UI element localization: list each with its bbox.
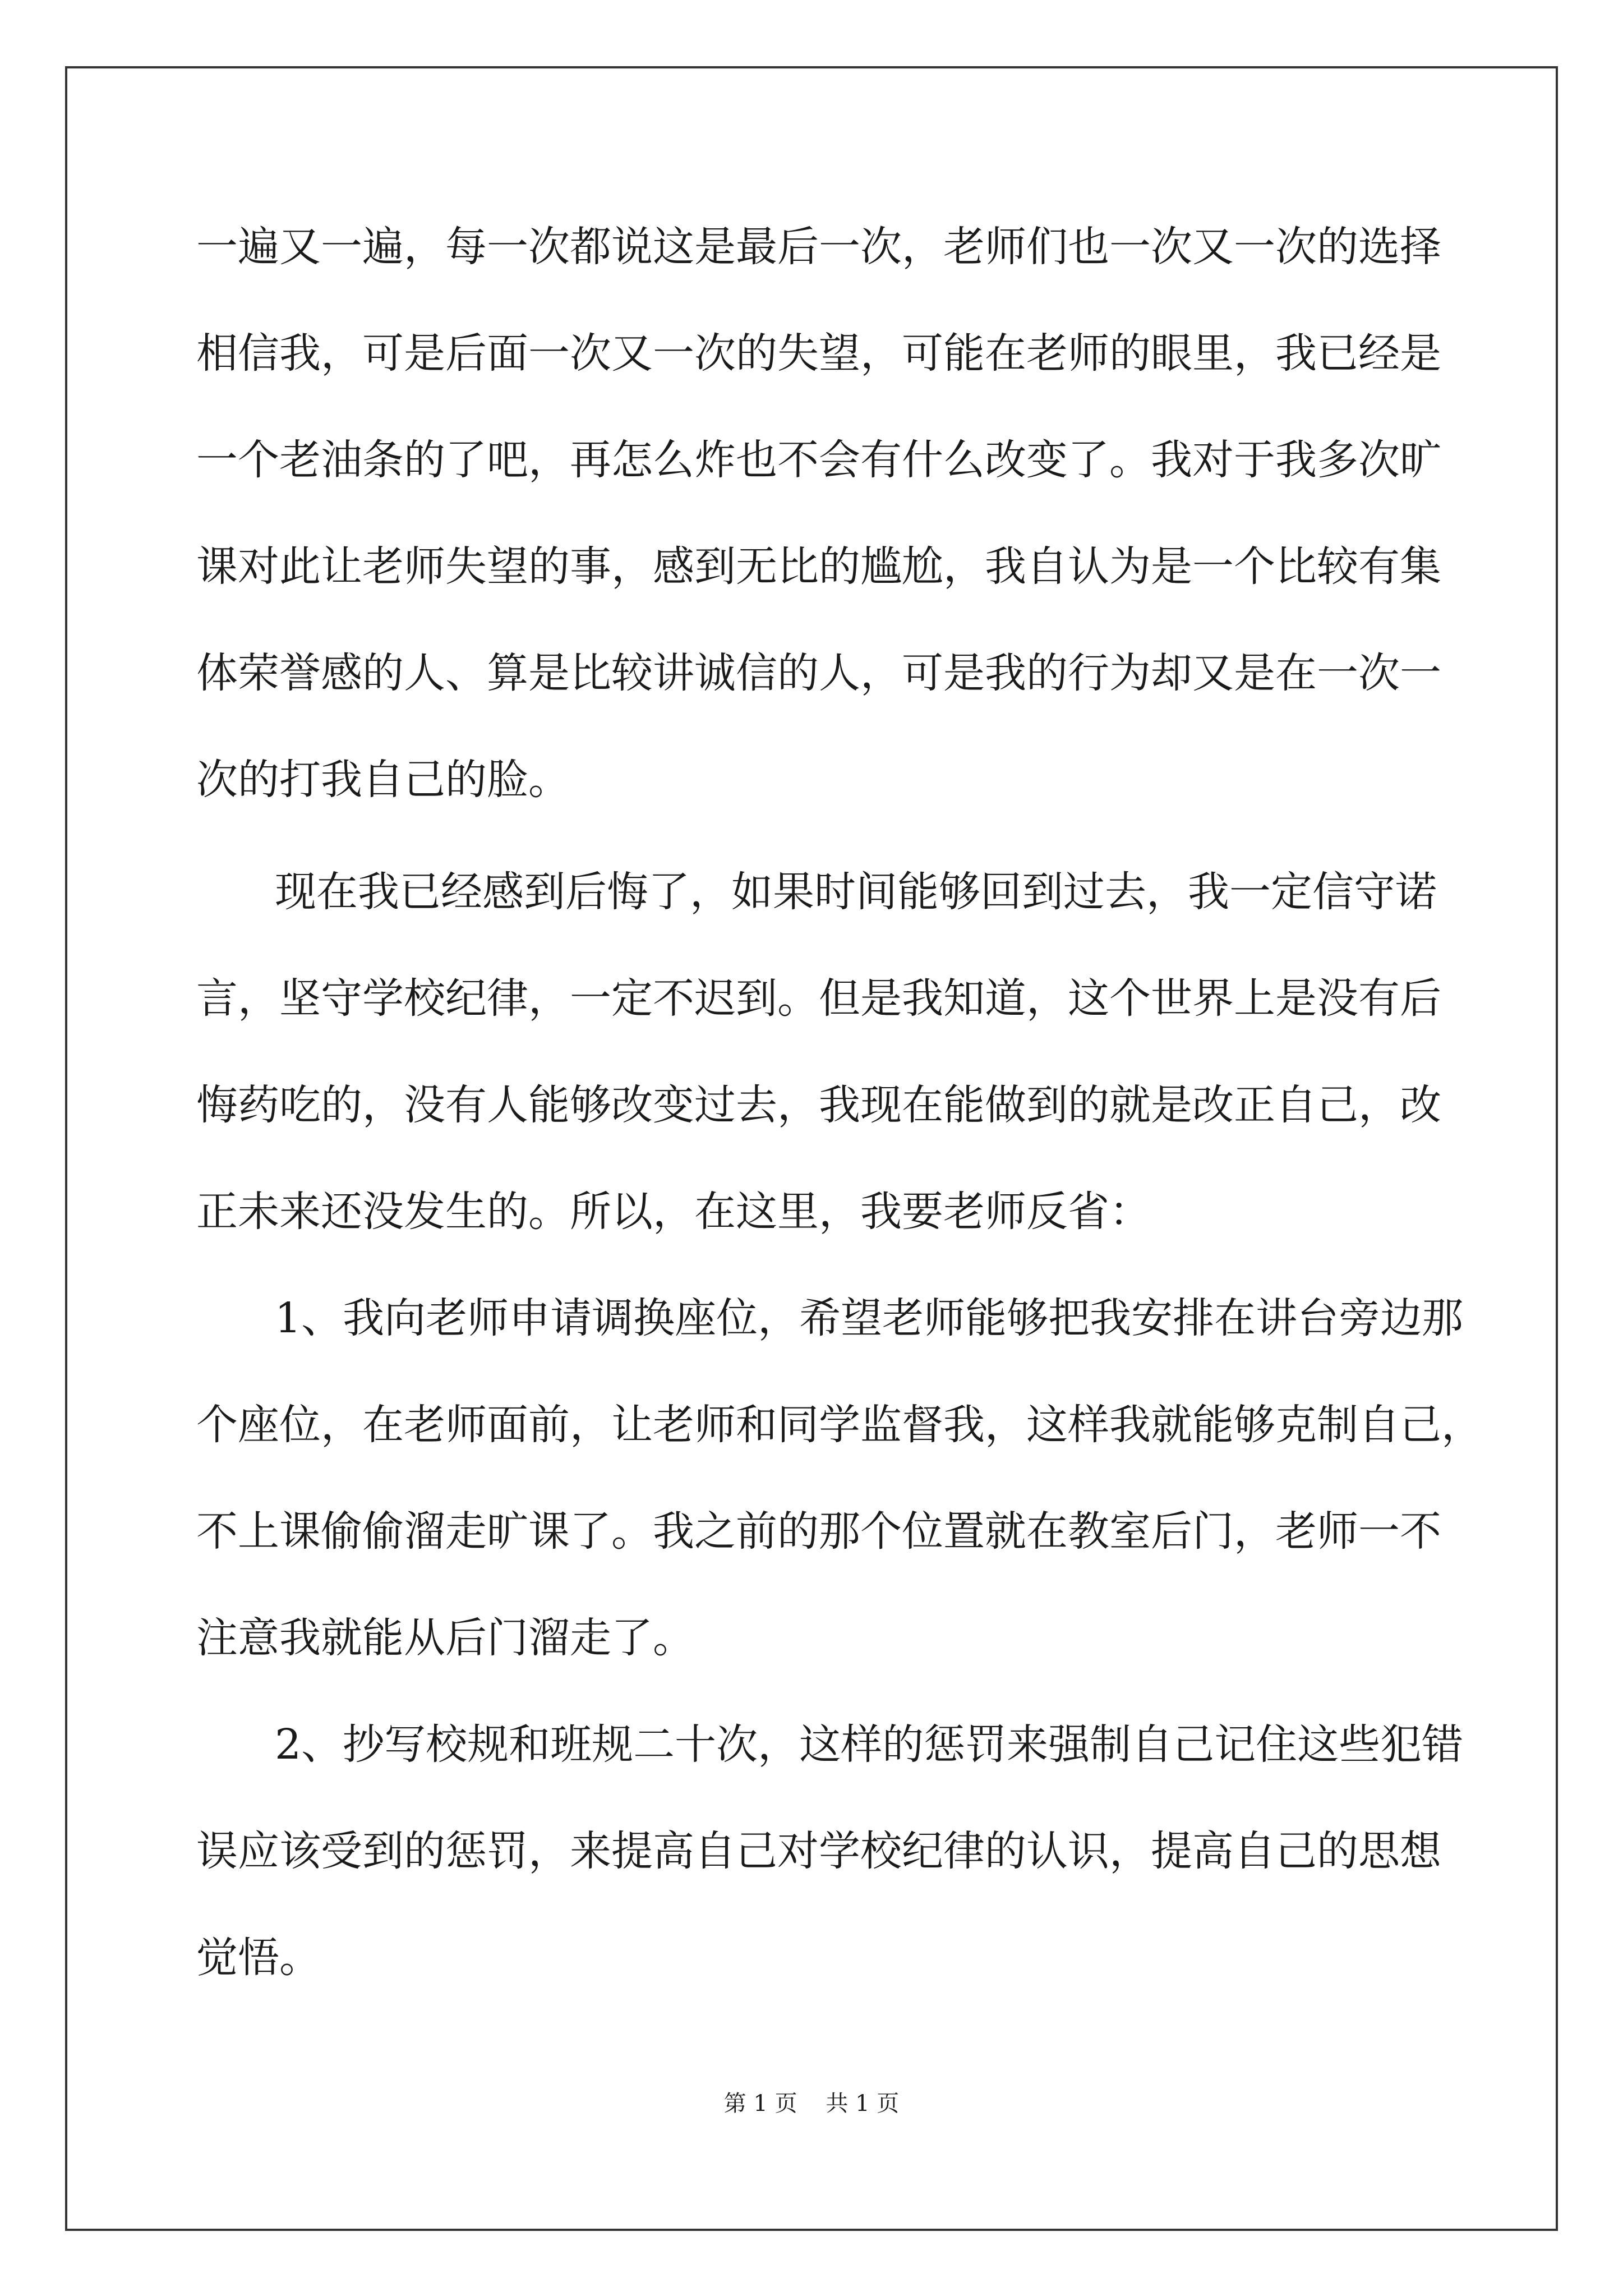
page-number-footer: 第 1 页 共 1 页 [723,2091,900,2116]
paragraph-2-line-4: 正未来还没发生的。所以，在这里，我要老师反省： [196,1188,1151,1236]
paragraph-1-line-6: 次的打我自己的脸。 [196,756,570,804]
paragraph-4-line-2: 误应该受到的惩罚，来提高自己对学校纪律的认识，提高自己的思想 [196,1827,1441,1875]
paragraph-1-line-2: 相信我，可是后面一次又一次的失望，可能在老师的眼里，我已经是 [196,329,1441,378]
paragraph-3-line-2: 个座位，在老师面前，让老师和同学监督我，这样我就能够克制自己， [196,1401,1483,1449]
paragraph-1-line-3: 一个老油条的了吧，再怎么炸也不会有什么改变了。我对于我多次旷 [196,436,1441,484]
paragraph-1-line-4: 课对此让老师失望的事，感到无比的尴尬，我自认为是一个比较有集 [196,542,1441,591]
paragraph-3-line-1: 1、我向老师申请调换座位，希望老师能够把我安排在讲台旁边那 [275,1294,1464,1342]
paragraph-2-line-3: 悔药吃的，没有人能够改变过去，我现在能做到的就是改正自己，改 [196,1081,1441,1129]
paragraph-4-line-3: 觉悟。 [196,1934,321,1982]
paragraph-3-line-3: 不上课偷偷溜走旷课了。我之前的那个位置就在教室后门，老师一不 [196,1507,1441,1556]
paragraph-2-line-2: 言，坚守学校纪律，一定不迟到。但是我知道，这个世界上是没有后 [196,974,1441,1023]
paragraph-3-line-4: 注意我就能从后门溜走了。 [196,1614,694,1662]
paragraph-1-line-1: 一遍又一遍，每一次都说这是最后一次，老师们也一次又一次的选择 [196,223,1441,271]
paragraph-1-line-5: 体荣誉感的人、算是比较讲诚信的人，可是我的行为却又是在一次一 [196,649,1441,697]
paragraph-2-line-1: 现在我已经感到后悔了，如果时间能够回到过去，我一定信守诺 [275,868,1437,916]
paragraph-4-line-1: 2、抄写校规和班规二十次，这样的惩罚来强制自己记住这些犯错 [275,1720,1464,1769]
page-border [65,66,1558,2231]
